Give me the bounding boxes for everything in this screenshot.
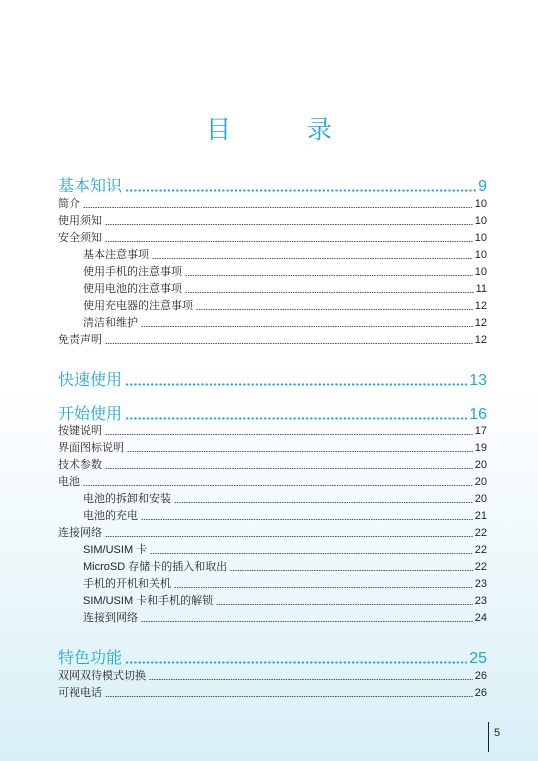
toc-label: 按键说明 xyxy=(58,425,102,437)
dot-leader xyxy=(125,417,467,420)
toc-page-number: 10 xyxy=(474,266,487,278)
page-title: 目 录 xyxy=(206,115,366,144)
dot-leader xyxy=(141,519,473,520)
page-number: 5 xyxy=(494,727,501,739)
toc-entry[interactable] xyxy=(58,489,487,506)
dot-leader xyxy=(83,207,473,208)
toc-page-number: 13 xyxy=(469,372,487,389)
toc-page-number: 12 xyxy=(474,300,487,312)
dot-leader xyxy=(141,621,473,622)
toc-section[interactable] xyxy=(58,366,487,390)
dot-leader xyxy=(105,468,473,469)
toc-label: 可视电话 xyxy=(58,687,102,699)
toc-page-number: 10 xyxy=(474,232,487,244)
toc-label: 开始使用 xyxy=(58,406,123,423)
toc-label: 使用须知 xyxy=(58,215,102,227)
dot-leader xyxy=(149,679,473,680)
toc-label: 快速使用 xyxy=(58,372,123,389)
page-number-rule xyxy=(488,722,489,752)
dot-leader xyxy=(105,224,473,225)
toc-label: 连接到网络 xyxy=(83,612,138,624)
toc-page-number: 11 xyxy=(475,283,487,295)
toc-page-number: 23 xyxy=(474,578,487,590)
dot-leader xyxy=(127,451,473,452)
toc-entry[interactable] xyxy=(58,330,487,347)
toc-page-number: 26 xyxy=(474,687,487,699)
dot-leader xyxy=(216,604,473,605)
toc-page-number: 10 xyxy=(474,249,487,261)
toc-label: 使用充电器的注意事项 xyxy=(83,300,193,312)
dot-leader xyxy=(185,275,473,276)
toc-entry[interactable] xyxy=(58,211,487,228)
dot-leader xyxy=(105,696,473,697)
toc-section[interactable] xyxy=(58,172,487,196)
toc-entry[interactable] xyxy=(58,228,487,245)
toc-label: 基本注意事项 xyxy=(83,249,149,261)
toc-entry[interactable] xyxy=(58,666,487,683)
toc-page-number: 20 xyxy=(474,493,487,505)
dot-leader xyxy=(174,502,473,503)
toc-entry[interactable] xyxy=(58,608,487,625)
toc-page-number: 22 xyxy=(474,561,487,573)
toc-label: SIM/USIM 卡和手机的解锁 xyxy=(83,595,214,607)
dot-leader xyxy=(83,485,473,486)
toc-page-number: 17 xyxy=(474,425,487,437)
toc-page-number: 24 xyxy=(474,612,487,624)
dot-leader xyxy=(125,383,467,386)
toc-page-number: 19 xyxy=(474,442,487,454)
toc-entry[interactable] xyxy=(58,296,487,313)
toc-label: 技术参数 xyxy=(58,459,102,471)
dot-leader xyxy=(152,258,473,259)
toc-page-number: 22 xyxy=(474,527,487,539)
toc-page-number: 10 xyxy=(474,215,487,227)
toc-entry[interactable] xyxy=(58,421,487,438)
toc-label: 使用电池的注意事项 xyxy=(83,283,182,295)
toc-entry[interactable] xyxy=(58,523,487,540)
dot-leader xyxy=(185,292,474,293)
toc-entry[interactable] xyxy=(58,262,487,279)
toc-label: 特色功能 xyxy=(58,650,123,667)
toc-entry[interactable] xyxy=(58,591,487,608)
toc-label: 电池 xyxy=(58,476,80,488)
toc-entry[interactable] xyxy=(58,279,487,296)
toc-entry[interactable] xyxy=(58,506,487,523)
toc-page-number: 23 xyxy=(474,595,487,607)
toc-entry[interactable] xyxy=(58,540,487,557)
toc-label: 基本知识 xyxy=(58,178,123,195)
dot-leader xyxy=(125,189,476,192)
toc-page-number: 26 xyxy=(474,670,487,682)
toc-label: 电池的拆卸和安装 xyxy=(83,493,171,505)
toc-label: SIM/USIM 卡 xyxy=(83,544,148,556)
toc-label: 安全须知 xyxy=(58,232,102,244)
toc-label: 连接网络 xyxy=(58,527,102,539)
toc-page-number: 12 xyxy=(474,334,487,346)
toc-entry[interactable] xyxy=(58,455,487,472)
toc-label: MicroSD 存储卡的插入和取出 xyxy=(83,561,228,573)
dot-leader xyxy=(150,553,473,554)
toc-section[interactable] xyxy=(58,644,487,668)
dot-leader xyxy=(105,241,473,242)
toc-page-number: 20 xyxy=(474,476,487,488)
toc-label: 简介 xyxy=(58,198,80,210)
toc-page-number: 10 xyxy=(474,198,487,210)
toc-entry[interactable] xyxy=(58,557,487,574)
toc-label: 双网双待模式切换 xyxy=(58,670,146,682)
toc-page-number: 20 xyxy=(474,459,487,471)
toc-page-number: 22 xyxy=(474,544,487,556)
toc-label: 电池的充电 xyxy=(83,510,138,522)
dot-leader xyxy=(105,343,473,344)
toc-entry[interactable] xyxy=(58,438,487,455)
toc-label: 清洁和维护 xyxy=(83,317,138,329)
toc-entry[interactable] xyxy=(58,245,487,262)
toc-entry[interactable] xyxy=(58,194,487,211)
toc-label: 使用手机的注意事项 xyxy=(83,266,182,278)
dot-leader xyxy=(174,587,473,588)
toc-entry[interactable] xyxy=(58,574,487,591)
toc-entry[interactable] xyxy=(58,313,487,330)
toc-page-number: 12 xyxy=(474,317,487,329)
toc-entry[interactable] xyxy=(58,683,487,700)
toc-page-number: 16 xyxy=(469,406,487,423)
dot-leader xyxy=(105,536,473,537)
dot-leader xyxy=(105,434,473,435)
dot-leader xyxy=(230,570,473,571)
toc-page-number: 25 xyxy=(469,650,487,667)
dot-leader xyxy=(141,326,473,327)
toc-page-number: 9 xyxy=(478,178,487,195)
dot-leader xyxy=(125,661,467,664)
toc-label: 界面图标说明 xyxy=(58,442,124,454)
dot-leader xyxy=(196,309,473,310)
toc-label: 手机的开机和关机 xyxy=(83,578,171,590)
toc-entry[interactable] xyxy=(58,472,487,489)
toc-page-number: 21 xyxy=(474,510,487,522)
toc-label: 免责声明 xyxy=(58,334,102,346)
